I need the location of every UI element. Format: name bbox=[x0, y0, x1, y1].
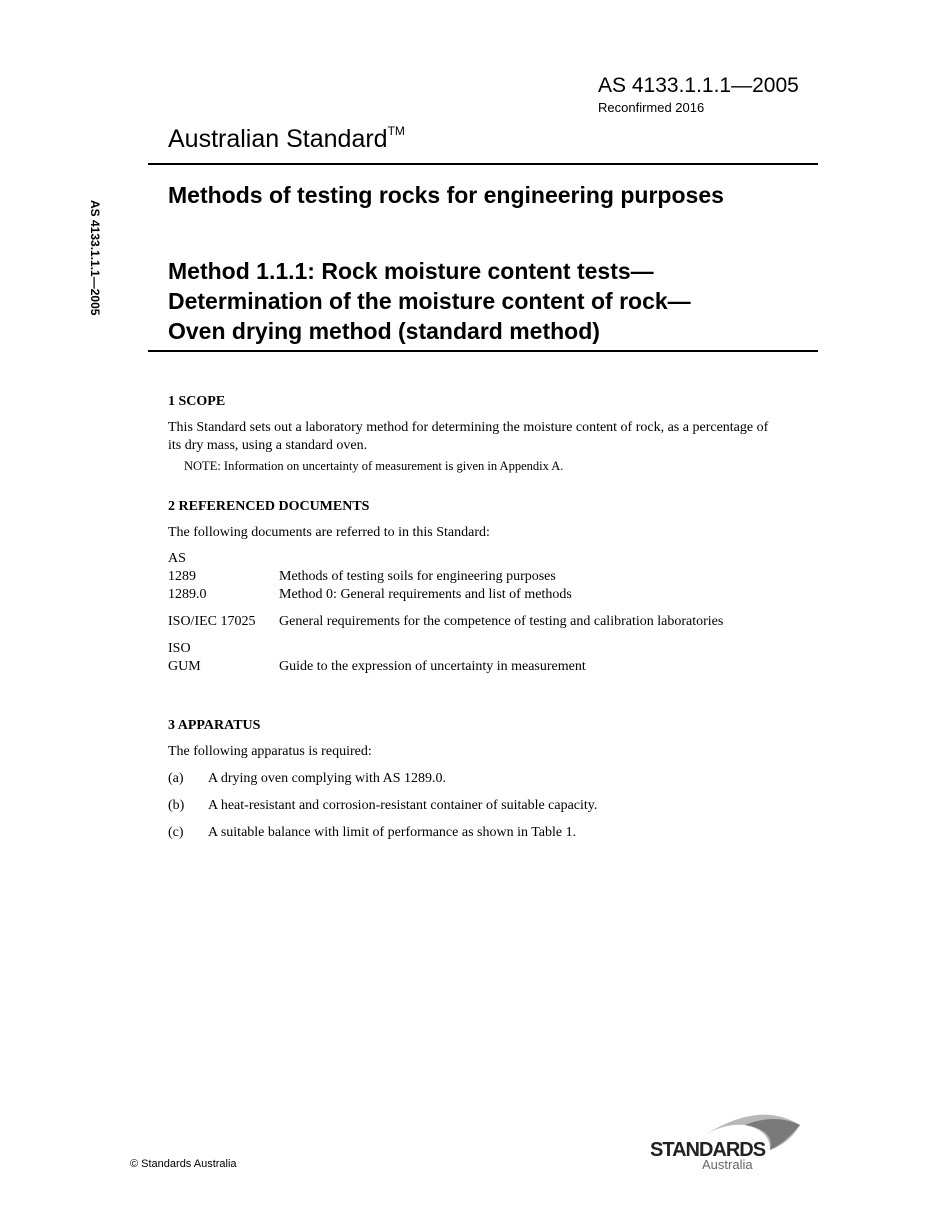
item-label: (b) bbox=[168, 798, 185, 813]
ref-desc bbox=[279, 550, 782, 568]
note: NOTE: Information on uncertainty of measurement is given in Appendix A. bbox=[184, 459, 564, 473]
item-text: A drying oven complying with AS 1289.0. bbox=[208, 771, 446, 786]
section-apparatus bbox=[168, 717, 782, 842]
item-label: (c) bbox=[168, 825, 184, 840]
ref-code: ISO bbox=[168, 641, 191, 656]
trademark: TM bbox=[387, 124, 405, 138]
document-number: AS 4133.1.1.1—2005 bbox=[598, 74, 799, 97]
brand-title bbox=[168, 124, 405, 154]
list-item bbox=[168, 824, 782, 842]
reference-row bbox=[168, 586, 782, 604]
item-text: A suitable balance with limit of performance as shown in Table 1. bbox=[208, 825, 577, 840]
paragraph: This Standard sets out a laboratory method for determining the moisture content of rock, as a percentage of its dry mass, using a standard oven. bbox=[168, 420, 769, 453]
ref-code: 1289.0 bbox=[168, 587, 207, 602]
method-title-line: Determination of the moisture content of rock— bbox=[168, 288, 691, 314]
ref-desc: Guide to the expression of uncertainty in measurement bbox=[279, 659, 586, 674]
reference-row bbox=[168, 568, 782, 586]
series-title: Methods of testing rocks for engineering purposes bbox=[168, 182, 724, 208]
ref-desc: Method 0: General requirements and list of methods bbox=[279, 587, 572, 602]
method-title bbox=[168, 256, 788, 346]
section-references bbox=[168, 498, 782, 676]
ref-desc: General requirements for the competence of testing and calibration laboratories bbox=[279, 614, 724, 629]
ref-code: GUM bbox=[168, 659, 201, 674]
list-item bbox=[168, 797, 782, 815]
reference-row bbox=[168, 640, 782, 658]
ref-desc bbox=[279, 640, 782, 658]
logo-text: STANDARDS bbox=[650, 1139, 766, 1161]
reference-row bbox=[168, 658, 782, 676]
method-title-line: Method 1.1.1: Rock moisture content tests— bbox=[168, 258, 654, 284]
paragraph: The following apparatus is required: bbox=[168, 744, 372, 759]
section-heading: 1 SCOPE bbox=[168, 394, 226, 409]
reference-row bbox=[168, 550, 782, 568]
item-text: A heat-resistant and corrosion-resistant container of suitable capacity. bbox=[208, 798, 598, 813]
item-label: (a) bbox=[168, 771, 184, 786]
list-item bbox=[168, 770, 782, 788]
copyright: © Standards Australia bbox=[130, 1158, 237, 1170]
ref-code: AS bbox=[168, 551, 186, 566]
section-heading: 3 APPARATUS bbox=[168, 718, 261, 733]
section-heading: 2 REFERENCED DOCUMENTS bbox=[168, 499, 370, 514]
logo-subtext: Australia bbox=[702, 1157, 753, 1172]
method-title-line: Oven drying method (standard method) bbox=[168, 318, 600, 344]
paragraph: The following documents are referred to in this Standard: bbox=[168, 525, 490, 540]
ref-desc: Methods of testing soils for engineering purposes bbox=[279, 569, 556, 584]
divider bbox=[148, 163, 818, 165]
ref-code: ISO/IEC 17025 bbox=[168, 614, 256, 629]
ref-code: 1289 bbox=[168, 569, 196, 584]
side-label: AS 4133.1.1.1—2005 bbox=[88, 200, 102, 316]
brand-text: Australian Standard bbox=[168, 125, 388, 153]
section-scope bbox=[168, 393, 782, 475]
reconfirmed-note: Reconfirmed 2016 bbox=[598, 100, 705, 115]
divider bbox=[148, 350, 818, 352]
reference-row bbox=[168, 613, 782, 631]
